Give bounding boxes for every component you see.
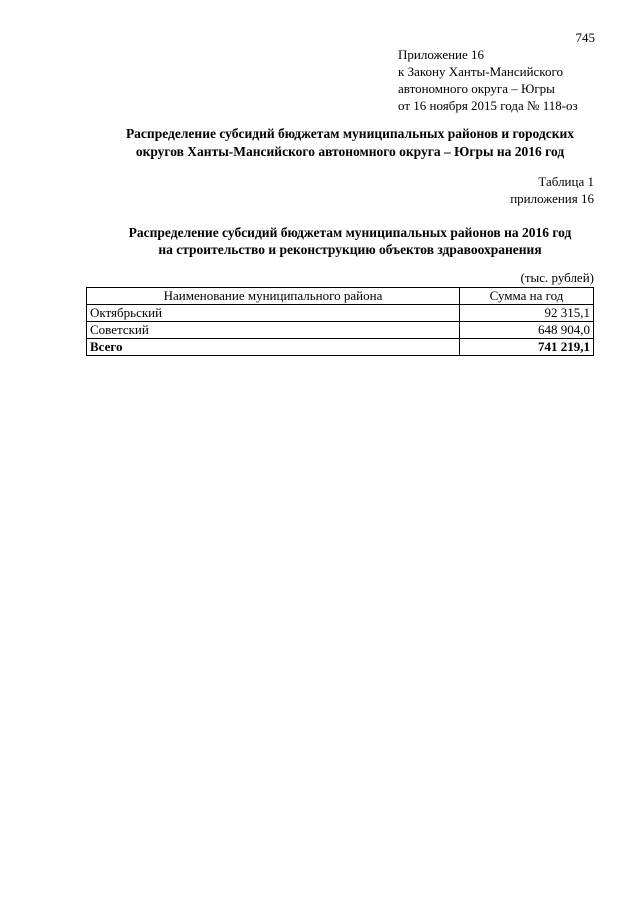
table-header-row [87, 288, 594, 305]
total-label: Всего [87, 339, 460, 356]
district-amount: 92 315,1 [460, 305, 594, 322]
subsidy-table [86, 287, 594, 356]
district-amount: 648 904,0 [460, 322, 594, 339]
appendix-line: Приложение 16 [398, 47, 485, 62]
table-reference-line: Таблица 1 [538, 174, 594, 189]
table-title-line: Распределение субсидий бюджетам муниципальных районов на 2016 год [128, 225, 572, 240]
total-amount: 741 219,1 [460, 339, 594, 356]
district-name: Октябрьский [87, 305, 460, 322]
table-reference [480, 173, 594, 207]
table-row [87, 305, 594, 322]
district-name: Советский [87, 322, 460, 339]
units-label: (тыс. рублей) [520, 270, 594, 285]
table-title-line: на строительство и реконструкцию объектов здравоохранения [158, 242, 542, 257]
table-row [87, 322, 594, 339]
document-title [60, 125, 640, 161]
appendix-line: к Закону Ханты-Мансийского [398, 64, 563, 79]
table-title [60, 224, 640, 258]
table-reference-line: приложения 16 [510, 191, 594, 206]
table-total-row [87, 339, 594, 356]
page-number: 745 [575, 30, 595, 45]
document-title-line: Распределение субсидий бюджетам муниципальных районов и городских [125, 126, 575, 141]
column-header-name: Наименование муниципального района [87, 288, 460, 305]
document-title-line: округов Ханты-Мансийского автономного округа – Югры на 2016 год [135, 144, 565, 159]
appendix-header [398, 46, 578, 114]
appendix-line: автономного округа – Югры [398, 81, 555, 96]
appendix-line: от 16 ноября 2015 года № 118-оз [398, 98, 578, 113]
column-header-amount: Сумма на год [460, 288, 594, 305]
